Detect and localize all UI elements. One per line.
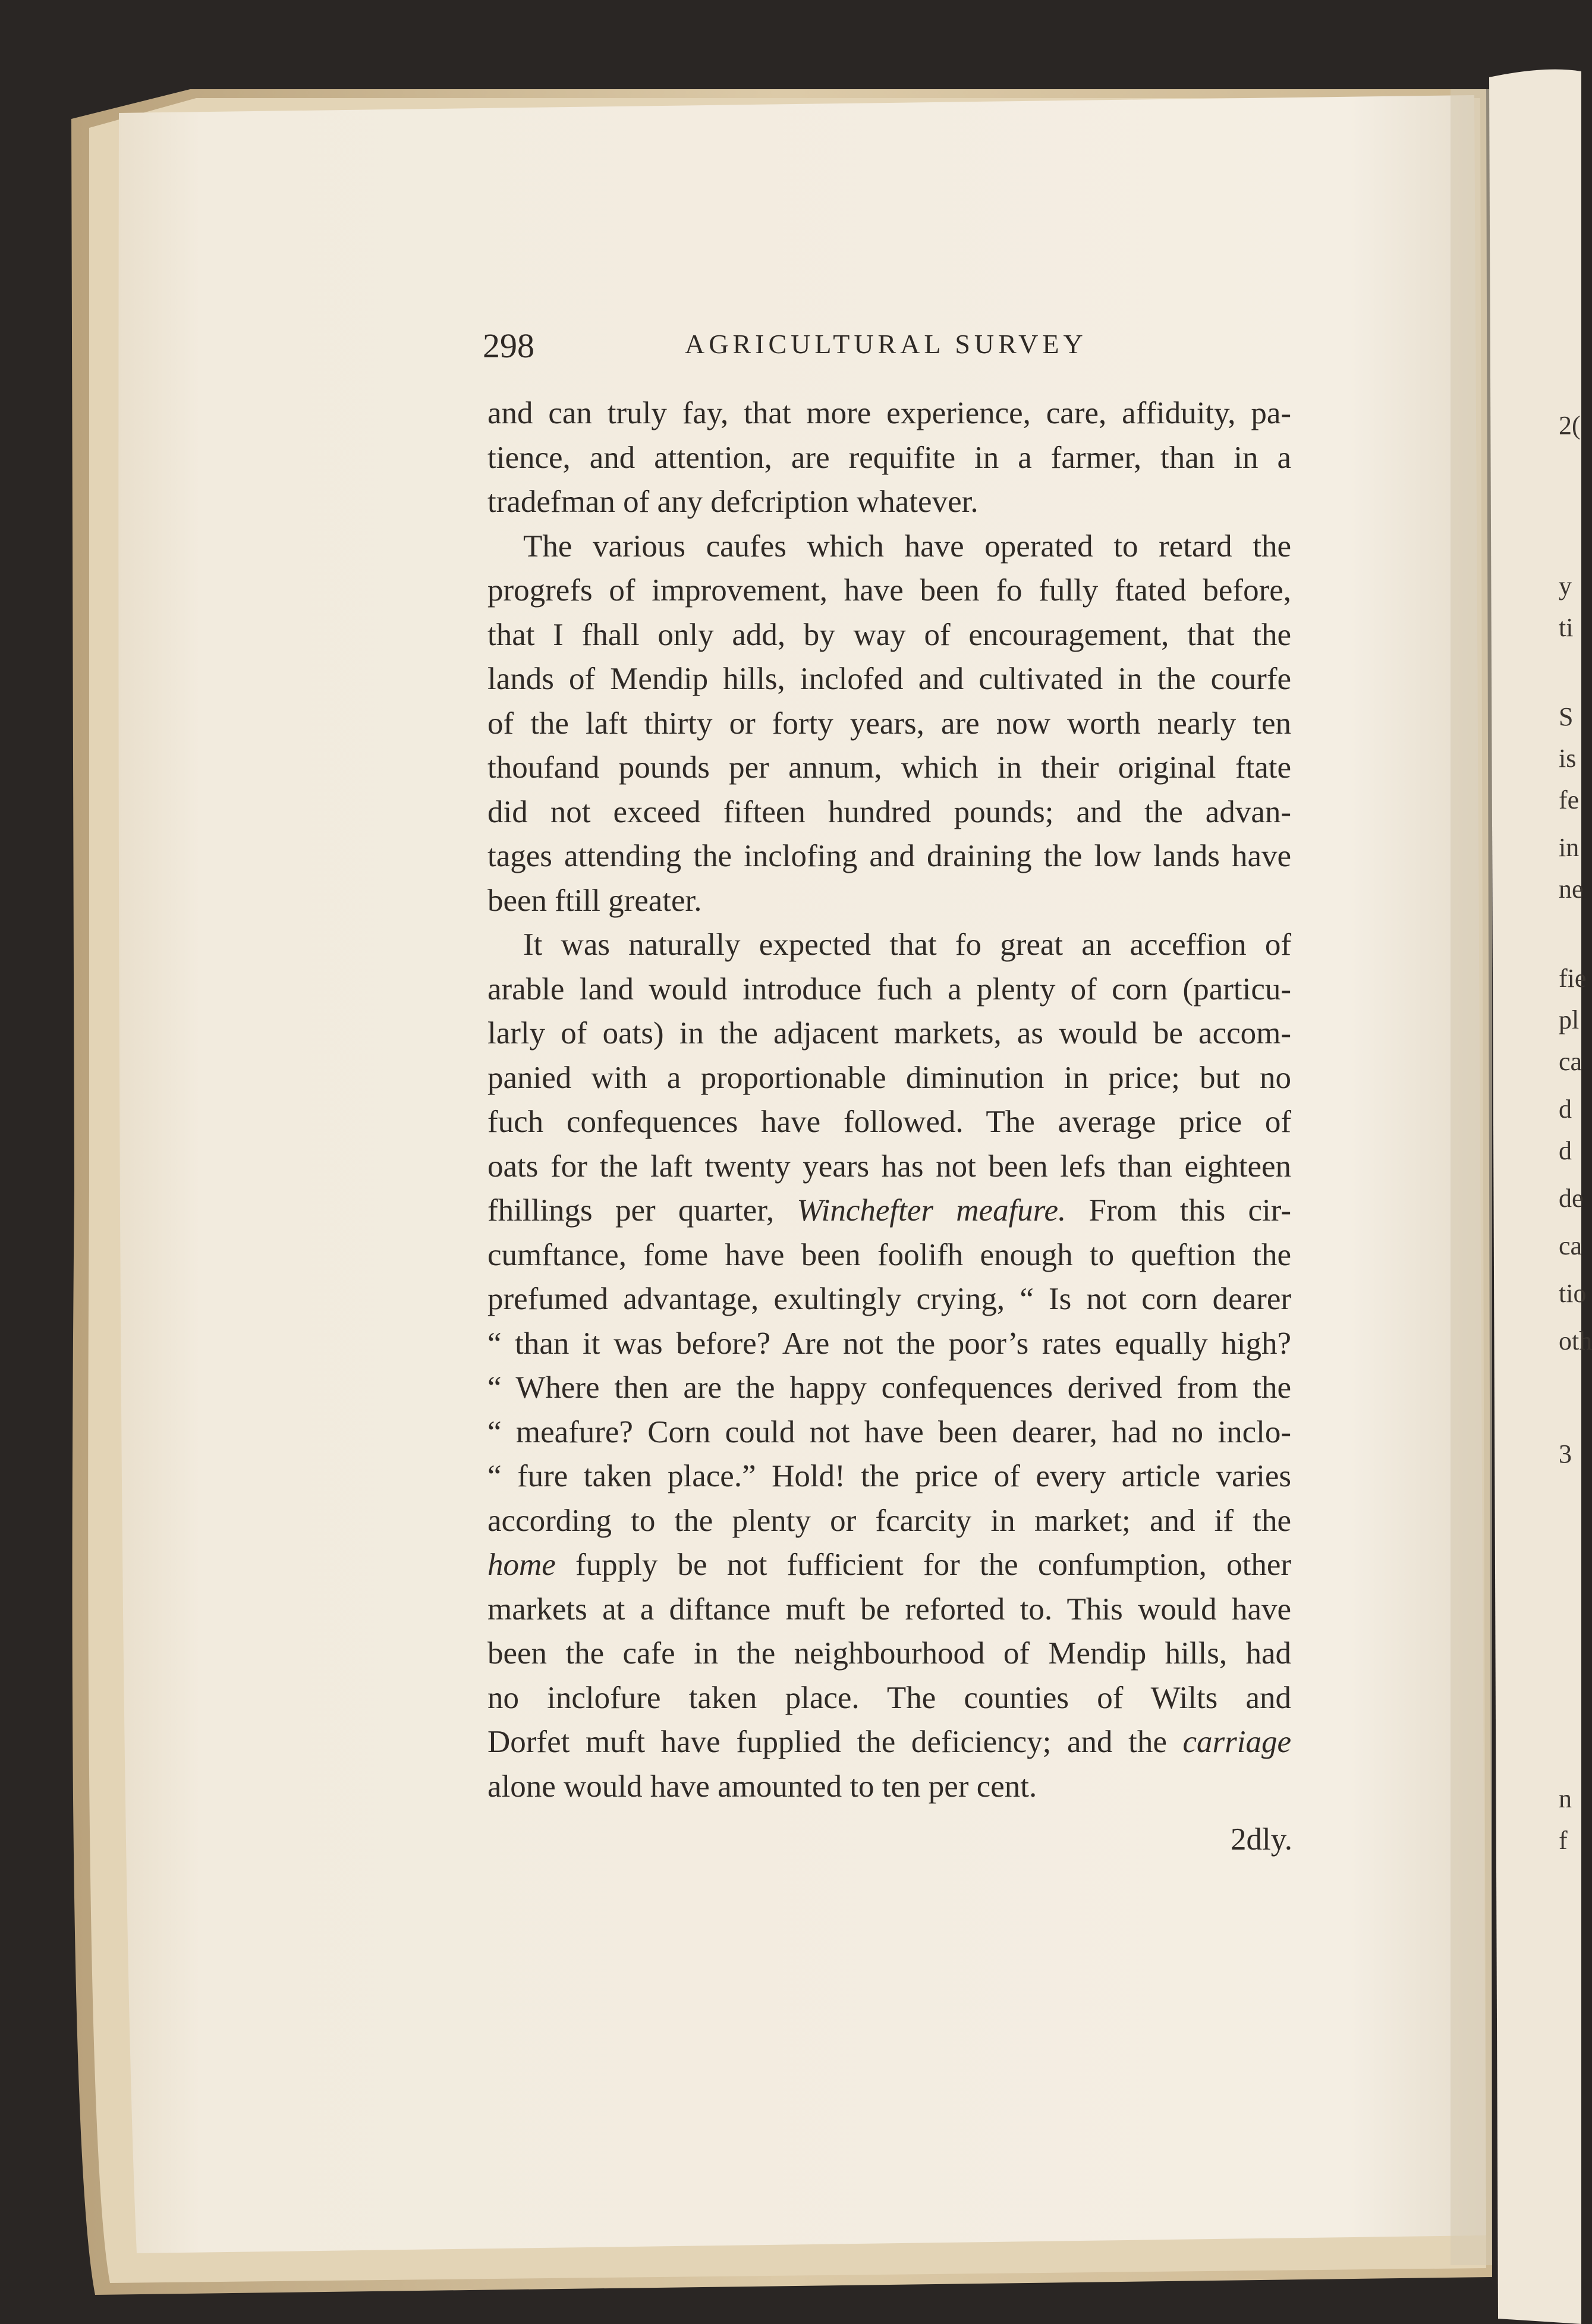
text-segment: panied with a proportionable diminution in price; but no: [487, 1060, 1291, 1095]
text-segment: lands of Mendip hills, inclofed and cultivated in the courfe: [487, 662, 1291, 696]
text-line: [487, 524, 1291, 569]
facing-page-fragment: ca: [1559, 1231, 1582, 1260]
facing-page-fragment: ne: [1559, 875, 1584, 904]
text-segment: It was naturally expected that fo great an acceffion of: [523, 927, 1291, 962]
text-line: [487, 568, 1291, 613]
text-segment: Dorfet muft have fupplied the deficiency; and the: [487, 1725, 1183, 1759]
text-segment: “ Where then are the happy confequences derived from the: [487, 1370, 1291, 1405]
facing-page-fragment: S: [1559, 702, 1574, 731]
facing-page-fragment: de: [1559, 1184, 1584, 1213]
text-segment: thoufand pounds per annum, which in their original ftate: [487, 750, 1291, 785]
facing-page-fragment: ca: [1559, 1047, 1582, 1076]
text-line: [487, 834, 1291, 879]
text-line: [487, 1233, 1291, 1278]
text-line: [487, 746, 1291, 790]
catchword: 2dly.: [1231, 1822, 1293, 1857]
facing-page-fragment: tio: [1559, 1279, 1587, 1308]
facing-page-fragment: fie: [1559, 964, 1587, 993]
text-segment: The various caufes which have operated to retard the: [523, 529, 1291, 564]
text-segment: progrefs of improvement, have been fo fully ftated before,: [487, 573, 1291, 608]
facing-page-fragment: f: [1559, 1826, 1568, 1855]
facing-page-fragment: is: [1559, 744, 1577, 773]
text-segment: arable land would introduce fuch a plenty of corn (particu-: [487, 971, 1291, 1007]
text-line: [487, 1499, 1291, 1543]
text-segment: alone would have amounted to ten per cent.: [487, 1769, 1037, 1804]
facing-page-fragment: pl: [1559, 1005, 1580, 1034]
text-line: [487, 1011, 1291, 1056]
facing-page-fragment: d: [1559, 1136, 1572, 1165]
text-line: [487, 923, 1291, 967]
text-line: [487, 702, 1291, 746]
facing-page-fragment: in: [1559, 833, 1580, 862]
facing-page-fragment: d: [1559, 1095, 1572, 1124]
text-segment: tience, and attention, are requifite in a farmer, than in a: [487, 440, 1291, 475]
text-segment: “ meafure? Corn could not have been dearer, had no inclo-: [487, 1414, 1291, 1449]
text-segment: and can truly fay, that more experience, care, affiduity, pa-: [487, 396, 1291, 430]
text-line: [487, 1366, 1291, 1410]
text-segment: tages attending the inclofing and draining the low lands have: [487, 839, 1291, 873]
text-segment: tradefman of any defcription whatever.: [487, 485, 979, 519]
text-line: [487, 436, 1291, 480]
text-line: [487, 613, 1291, 658]
text-line: [487, 1587, 1291, 1632]
text-line: [487, 1765, 1291, 1809]
facing-page-fragment: 2(: [1559, 411, 1581, 440]
text-line: [487, 1410, 1291, 1455]
text-segment: cumftance, fome have been foolifh enough to queftion the: [487, 1237, 1291, 1272]
text-line: [487, 480, 1291, 524]
text-segment: larly of oats) in the adjacent markets, as would be accom-: [487, 1016, 1291, 1051]
text-segment: of the laft thirty or forty years, are now worth nearly ten: [487, 706, 1291, 741]
text-line: [487, 1144, 1291, 1189]
text-line: [487, 879, 1291, 923]
text-segment: prefumed advantage, exultingly crying, “ Is not corn dearer: [487, 1282, 1291, 1316]
text-line: [487, 391, 1291, 436]
text-line: [487, 1277, 1291, 1322]
text-segment: From this cir-: [1066, 1193, 1291, 1228]
text-segment: according to the plenty or fcarcity in market; and if the: [487, 1503, 1291, 1538]
text-line: [487, 967, 1291, 1012]
italic-text: home: [487, 1548, 556, 1582]
body-text: [487, 391, 1291, 1809]
text-segment: fupply be not fufficient for the confumption, other: [555, 1548, 1291, 1582]
page-number: 298: [483, 326, 534, 365]
text-segment: been the cafe in the neighbourhood of Mendip hills, had: [487, 1636, 1291, 1671]
text-line: [487, 1056, 1291, 1100]
facing-page-fragment: fe: [1559, 785, 1580, 814]
text-segment: fuch confequences have followed. The average price of: [487, 1105, 1291, 1139]
text-segment: been ftill greater.: [487, 883, 702, 918]
italic-text: carriage: [1182, 1725, 1291, 1759]
text-segment: markets at a diftance muft be reforted to. This would have: [487, 1592, 1291, 1627]
running-head: AGRICULTURAL SURVEY: [685, 329, 1087, 359]
text-segment: fhillings per quarter,: [487, 1193, 797, 1228]
facing-page-fragment: oth: [1559, 1326, 1592, 1356]
text-line: [487, 1100, 1291, 1144]
text-line: [487, 1631, 1291, 1676]
facing-page-fragment: 3: [1559, 1439, 1572, 1468]
text-segment: no inclofure taken place. The counties of Wilts and: [487, 1680, 1291, 1715]
text-line: [487, 657, 1291, 702]
text-line: [487, 1543, 1291, 1587]
text-line: [487, 1676, 1291, 1721]
text-line: [487, 1454, 1291, 1499]
text-segment: “ fure taken place.” Hold! the price of every article varies: [487, 1459, 1291, 1493]
italic-text: Winchefter meafure.: [797, 1193, 1066, 1228]
facing-page-fragment: n: [1559, 1784, 1572, 1813]
text-line: [487, 790, 1291, 835]
text-segment: oats for the laft twenty years has not been lefs than eighteen: [487, 1149, 1291, 1184]
text-segment: did not exceed fifteen hundred pounds; and the advan-: [487, 794, 1291, 829]
facing-page-fragment: y: [1559, 571, 1572, 600]
text-line: [487, 1322, 1291, 1366]
text-segment: that I fhall only add, by way of encouragement, that the: [487, 617, 1291, 652]
text-line: [487, 1720, 1291, 1765]
text-segment: “ than it was before? Are not the poor’s rates equally high?: [487, 1326, 1291, 1361]
text-line: [487, 1188, 1291, 1233]
facing-page-fragment: ti: [1559, 613, 1574, 642]
